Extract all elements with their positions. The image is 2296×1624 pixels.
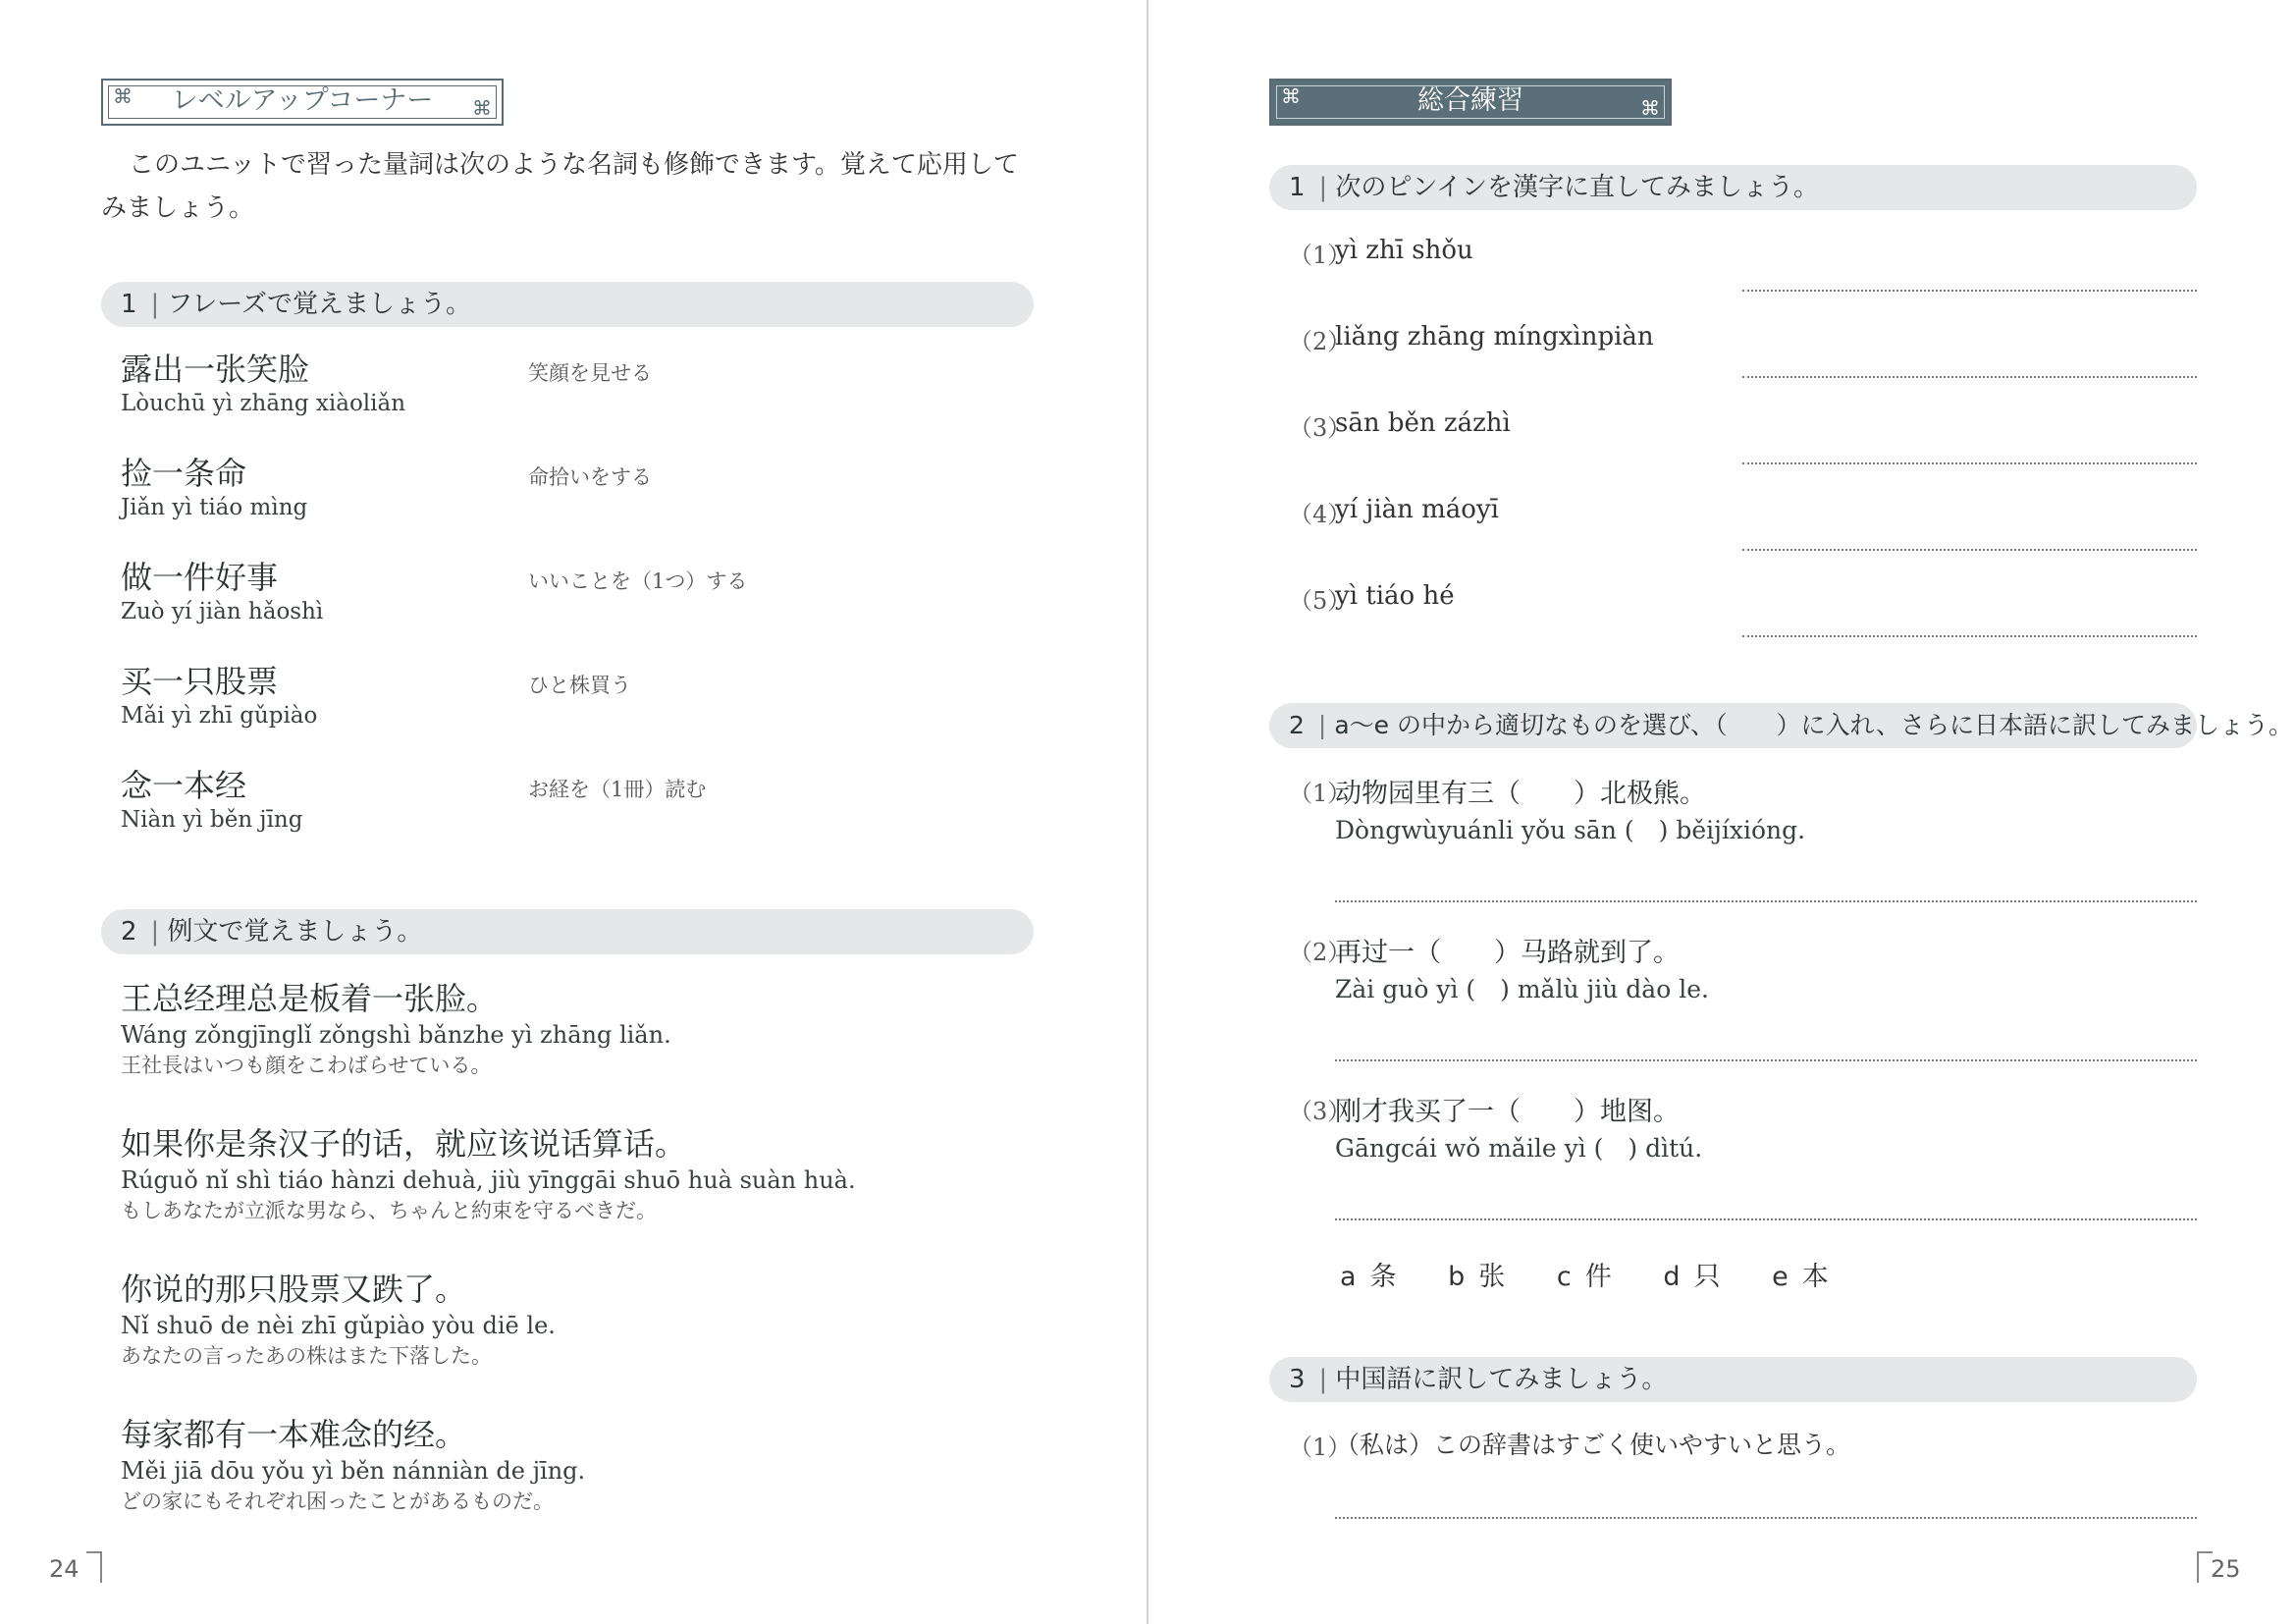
phrase-item — [121, 350, 1043, 418]
example-sentence — [121, 1414, 1083, 1516]
phrase-chinese: 做一件好事 — [121, 559, 279, 596]
phrase-pinyin: Jiǎn yì tiáo mìng — [121, 495, 308, 520]
phrase-pinyin: Niàn yì běn jīng — [121, 807, 303, 833]
phrase-japanese: お経を（1冊）読む — [528, 778, 707, 801]
phrase-chinese: 露出一张笑脸 — [121, 351, 310, 388]
pinyin-question-text: sān běn zázhì — [1335, 408, 1511, 438]
example-chinese: 你说的那只股票又跌了。 — [121, 1271, 467, 1308]
fill-in-chinese: 刚才我买了一（ ）地图。 — [1335, 1097, 1680, 1127]
answer-line[interactable] — [1335, 900, 2197, 902]
example-pinyin: Wáng zǒngjīnglǐ zǒngshì bǎnzhe yì zhāng liǎn. — [121, 1021, 671, 1049]
fill-in-chinese: 再过一（ ）马路就到了。 — [1335, 938, 1680, 968]
answer-line[interactable] — [1742, 376, 2197, 378]
phrase-chinese: 捡一条命 — [121, 455, 247, 492]
phrase-pinyin: Mǎi yì zhī gǔpiào — [121, 703, 318, 729]
phrase-japanese: いいことを（1つ）する — [528, 569, 748, 593]
answer-line[interactable] — [1335, 1218, 2197, 1220]
fill-in-pinyin: Dòngwùyuánli yǒu sān ( ) běijíxióng. — [1335, 816, 1806, 844]
choice-option: e 本 — [1772, 1262, 1829, 1292]
pinyin-question-text: liǎng zhāng míngxìnpiàn — [1335, 322, 1654, 352]
phrase-japanese: 命拾いをする — [528, 465, 652, 489]
pinyin-question-text: yí jiàn máoyī — [1335, 495, 1499, 524]
example-chinese: 如果你是条汉子的话，就应该说话算话。 — [121, 1125, 687, 1163]
answer-line[interactable] — [1742, 462, 2197, 464]
phrase-item — [121, 454, 1043, 522]
example-sentence — [121, 978, 1083, 1080]
answer-line[interactable] — [1335, 1059, 2197, 1061]
phrase-pinyin: Lòuchū yì zhāng xiàoliǎn — [121, 391, 406, 416]
comprehensive-practice-label: 総合練習 — [1417, 85, 1523, 116]
phrase-item — [121, 558, 1043, 626]
translate-question-text: （私は）この辞書はすごく使いやすいと思う。 — [1335, 1431, 1851, 1459]
section-header-examples: 2 | 例文で覚えましょう。 — [101, 909, 1034, 954]
corner-ornament-icon: ⌘ — [113, 84, 133, 108]
phrase-chinese: 念一本经 — [121, 767, 247, 804]
level-up-corner-label: レベルアップコーナー — [171, 85, 434, 116]
level-up-corner-title — [101, 79, 504, 126]
choice-option: c 件 — [1556, 1262, 1612, 1292]
example-japanese: もしあなたが立派な男なら、ちゃんと約束を守るべきだ。 — [121, 1199, 657, 1222]
phrase-chinese: 买一只股票 — [121, 663, 279, 700]
phrase-item — [121, 662, 1043, 731]
corner-ornament-icon: ⌘ — [1640, 96, 1660, 120]
page-number-right: 25 — [2211, 1555, 2241, 1583]
example-sentence — [121, 1269, 1083, 1371]
fill-in-chinese: 动物园里有三（ ）北极熊。 — [1335, 779, 1706, 809]
fill-in-pinyin: Zài guò yì ( ) mǎlù jiù dào le. — [1335, 975, 1709, 1003]
left-page — [0, 0, 1147, 1624]
corner-ornament-icon: ⌘ — [472, 96, 492, 120]
pinyin-question-text: yì tiáo hé — [1335, 581, 1455, 611]
example-japanese: あなたの言ったあの株はまた下落した。 — [121, 1344, 492, 1368]
answer-line[interactable] — [1742, 290, 2197, 292]
pinyin-question-text: yì zhī shǒu — [1335, 236, 1473, 265]
example-japanese: どの家にもそれぞれ困ったことがあるものだ。 — [121, 1489, 554, 1513]
choice-option: d 只 — [1663, 1262, 1721, 1292]
phrase-pinyin: Zuò yí jiàn hǎoshì — [121, 599, 324, 624]
example-japanese: 王社長はいつも顔をこわばらせている。 — [121, 1054, 492, 1077]
answer-line[interactable] — [1742, 635, 2197, 637]
example-sentence — [121, 1123, 1083, 1225]
phrase-japanese: ひと株買う — [528, 674, 631, 697]
corner-ornament-icon: ⌘ — [1281, 84, 1301, 108]
comprehensive-practice-title — [1269, 79, 1672, 126]
example-chinese: 每家都有一本难念的经。 — [121, 1416, 467, 1453]
answer-line[interactable] — [1335, 1517, 2197, 1519]
page-number-bracket — [86, 1551, 102, 1583]
choice-option: b 张 — [1448, 1262, 1506, 1292]
example-pinyin: Rúguǒ nǐ shì tiáo hànzi dehuà, jiù yīnggāi shuō huà suàn huà. — [121, 1166, 856, 1194]
answer-line[interactable] — [1742, 549, 2197, 551]
section-header-pinyin-to-kanji: 1 | 次のピンインを漢字に直してみましょう。 — [1269, 165, 2197, 210]
section-header-phrases: 1 | フレーズで覚えましょう。 — [101, 282, 1034, 327]
fill-in-pinyin: Gāngcái wǒ mǎile yì ( ) dìtú. — [1335, 1134, 1703, 1163]
example-chinese: 王总经理总是板着一张脸。 — [121, 980, 499, 1017]
example-pinyin: Měi jiā dōu yǒu yì běn nánniàn de jīng. — [121, 1457, 586, 1485]
phrase-japanese: 笑顔を見せる — [528, 361, 652, 385]
measure-word-choices — [1340, 1255, 1872, 1293]
intro-text: このユニットで習った量詞は次のような名詞も修飾できます。覚えて応用してみましょう。 — [101, 150, 1019, 223]
choice-option: a 条 — [1340, 1262, 1397, 1292]
section-header-fill-in: 2 | a～e の中から適切なものを選び、（ ）に入れ、さらに日本語に訳してみましょう。 — [1269, 703, 2197, 748]
section-header-translate: 3 | 中国語に訳してみましょう。 — [1269, 1357, 2197, 1402]
page-number-left: 24 — [49, 1555, 80, 1583]
example-pinyin: Nǐ shuō de nèi zhī gǔpiào yòu diē le. — [121, 1312, 556, 1339]
phrase-item — [121, 766, 1043, 835]
